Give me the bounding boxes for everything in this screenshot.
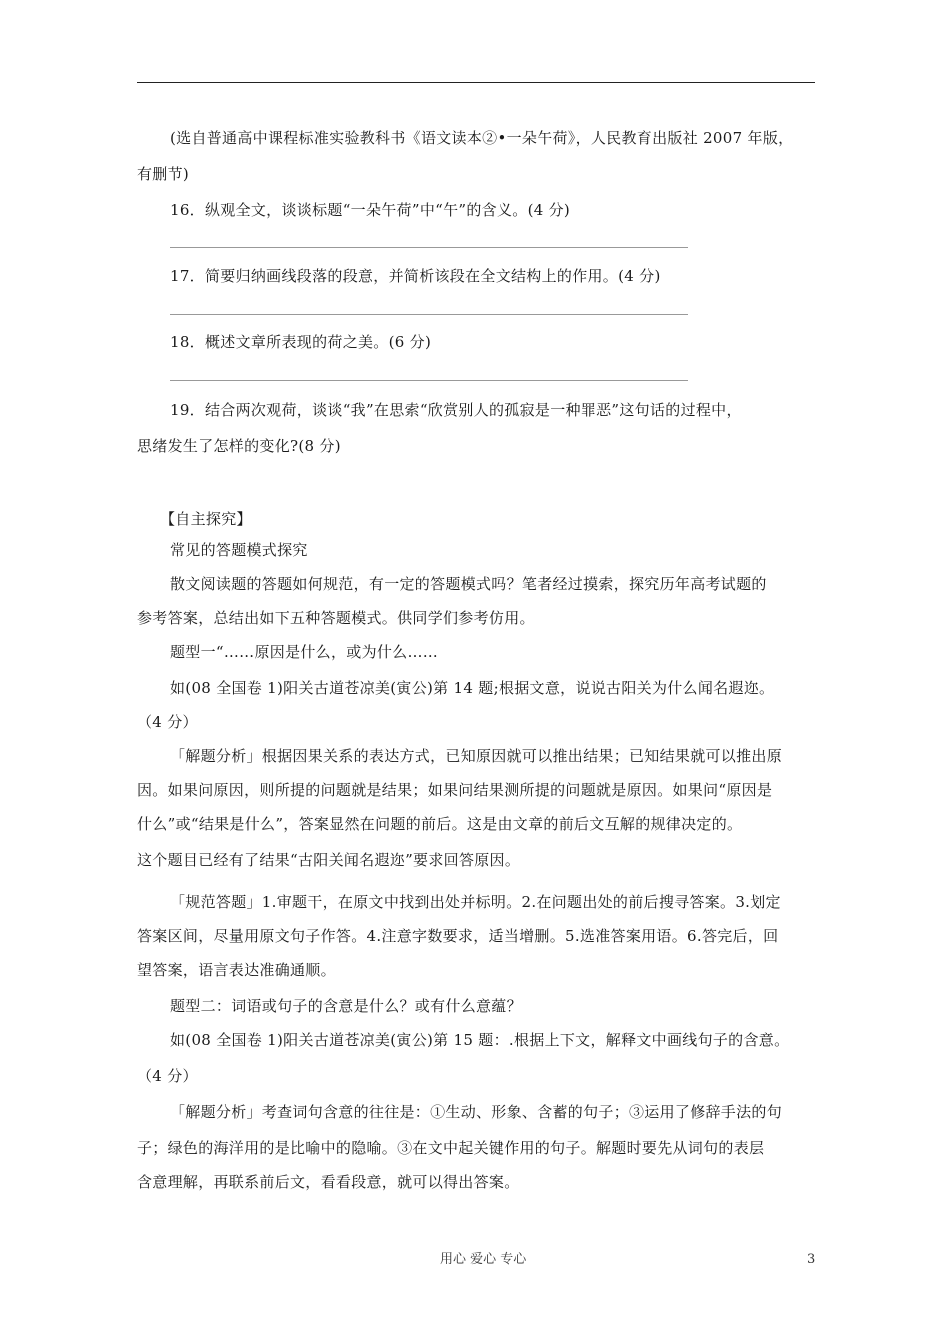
body-line: 「规范答题」1.审题干，在原文中找到出处并标明。2.在问题出处的前后搜寻答案。3.划定 bbox=[170, 893, 781, 911]
header-rule bbox=[137, 82, 815, 83]
body-line: 望答案，语言表达准确通顺。 bbox=[137, 961, 336, 979]
body-line: 如(08 全国卷 1)阳关古道苍凉美(寅公)第 15 题：.根据上下文，解释文中画线句子的含意。 bbox=[170, 1031, 790, 1049]
question-16: 16．纵观全文，谈谈标题“一朵午荷”中“午”的含义。(4 分) bbox=[170, 201, 571, 219]
answer-line-18[interactable] bbox=[170, 380, 688, 381]
body-line: 散文阅读题的答题如何规范，有一定的答题模式吗？笔者经过摸索，探究历年高考试题的 bbox=[170, 575, 767, 593]
body-line: 题型一“……原因是什么，或为什么…… bbox=[170, 643, 439, 661]
body-line: 这个题目已经有了结果“古阳关闻名遐迩”要求回答原因。 bbox=[137, 851, 521, 869]
footer-motto: 用心 爱心 专心 bbox=[440, 1252, 527, 1267]
answer-line-17[interactable] bbox=[170, 314, 688, 315]
body-line: 什么”或“结果是什么”，答案显然在问题的前后。这是由文章的前后文互解的规律决定的。 bbox=[137, 815, 743, 833]
question-17: 17．简要归纳画线段落的段意，并简析该段在全文结构上的作用。(4 分) bbox=[170, 267, 661, 285]
page-number: 3 bbox=[807, 1252, 816, 1267]
section-heading: 【自主探究】 bbox=[160, 510, 252, 528]
question-19-line-1: 19．结合两次观荷，谈谈“我”在思索“欣赏别人的孤寂是一种罪恶”这句话的过程中， bbox=[170, 401, 742, 419]
source-line-2: 有删节) bbox=[137, 165, 190, 183]
body-line: 答案区间，尽量用原文句子作答。4.注意字数要求，适当增删。5.选准答案用语。6.答完后，回 bbox=[137, 927, 779, 945]
question-18: 18．概述文章所表现的荷之美。(6 分) bbox=[170, 333, 432, 351]
body-line: （4 分） bbox=[137, 1067, 198, 1085]
body-line: （4 分） bbox=[137, 713, 198, 731]
body-line: 参考答案，总结出如下五种答题模式。供同学们参考仿用。 bbox=[137, 609, 535, 627]
body-line: 「解题分析」根据因果关系的表达方式，已知原因就可以推出结果；已知结果就可以推出原 bbox=[170, 747, 783, 765]
body-line: 含意理解，再联系前后文，看看段意，就可以得出答案。 bbox=[137, 1173, 520, 1191]
body-line: 子；绿色的海洋用的是比喻中的隐喻。③在文中起关键作用的句子。解题时要先从词句的表层 bbox=[137, 1139, 765, 1157]
answer-line-16[interactable] bbox=[170, 247, 688, 248]
body-line: 「解题分析」考查词句含意的往往是：①生动、形象、含蓄的句子；③运用了修辞手法的句 bbox=[170, 1103, 783, 1121]
section-subheading: 常见的答题模式探究 bbox=[170, 541, 308, 559]
body-line: 因。如果问原因，则所提的问题就是结果；如果问结果测所提的问题就是原因。如果问“原因是 bbox=[137, 781, 773, 799]
body-line: 如(08 全国卷 1)阳关古道苍凉美(寅公)第 14 题;根据文意，说说古阳关为什么闻名遐迩。 bbox=[170, 679, 775, 697]
question-19-line-2: 思绪发生了怎样的变化?(8 分) bbox=[137, 437, 341, 455]
body-line: 题型二：词语或句子的含意是什么？或有什么意蕴？ bbox=[170, 997, 522, 1015]
source-line-1: (选自普通高中课程标准实验教科书《语文读本②•一朵午荷》，人民教育出版社 2007 年版， bbox=[170, 129, 794, 147]
